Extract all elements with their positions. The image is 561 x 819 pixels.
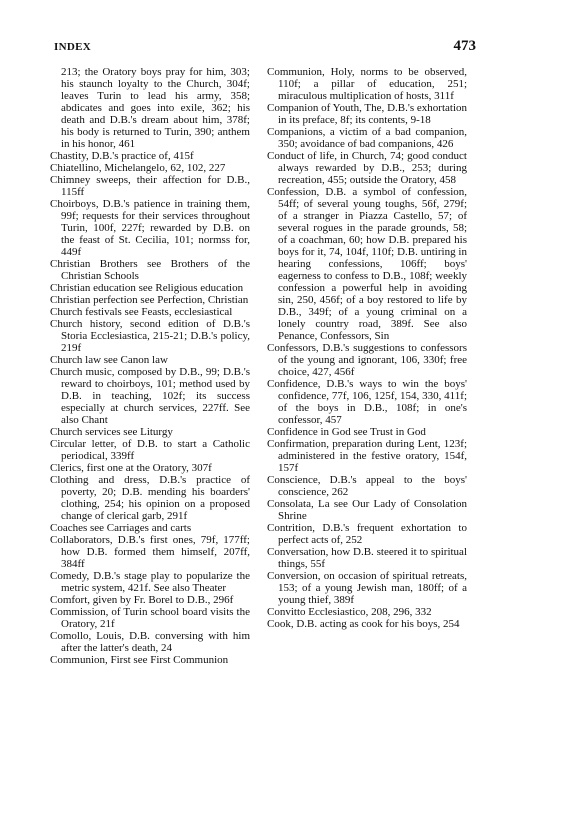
index-entry: Confessors, D.B.'s suggestions to confessors of the young and ignorant, 106, 330f; free choice, 427, 456f <box>267 342 467 378</box>
index-entry: Cook, D.B. acting as cook for his boys, 254 <box>267 618 460 630</box>
index-entry: Confidence in God see Trust in God <box>267 426 426 438</box>
index-entry: Conduct of life, in Church, 74; good conduct always rewarded by D.B., 253; during recreation, 455; outside the Oratory, 458 <box>267 150 467 186</box>
index-entry: Conversion, on occasion of spiritual retreats, 153; of a young Jewish man, 180ff; of a young thief, 389f <box>267 570 467 606</box>
index-entry: Chimney sweeps, their affection for D.B., 115ff <box>50 174 250 198</box>
section-title: INDEX <box>54 41 91 53</box>
index-entry: Christian education see Religious education <box>50 282 244 294</box>
index-entry: Communion, Holy, norms to be observed, 110f; a pillar of education, 251; miraculous multiplication of hosts, 311f <box>267 66 467 102</box>
page-number: 473 <box>453 38 476 54</box>
index-entry: Christian Brothers see Brothers of the Christian Schools <box>50 258 250 282</box>
index-entry: Clothing and dress, D.B.'s practice of poverty, 20; D.B. mending his boarders' clothing, 254; his opinion on a proposed change of clerical garb, 291f <box>50 474 250 522</box>
index-entry: Communion, First see First Communion <box>50 654 229 666</box>
left-column <box>50 66 250 666</box>
index-entry: Collaborators, D.B.'s first ones, 79f, 177ff; how D.B. formed them himself, 207ff, 384ff <box>50 534 250 570</box>
index-entry: Conscience, D.B.'s appeal to the boys' conscience, 262 <box>267 474 467 498</box>
index-entry: Comedy, D.B.'s stage play to popularize the metric system, 421f. See also Theater <box>50 570 250 594</box>
index-entry: Comollo, Louis, D.B. conversing with him after the latter's death, 24 <box>50 630 250 654</box>
index-entry: Contrition, D.B.'s frequent exhortation to perfect acts of, 252 <box>267 522 467 546</box>
index-entry: Consolata, La see Our Lady of Consolation Shrine <box>267 498 467 522</box>
index-entry: Church festivals see Feasts, ecclesiastical <box>50 306 233 318</box>
index-entry: Church law see Canon law <box>50 354 168 366</box>
index-entry: Clerics, first one at the Oratory, 307f <box>50 462 212 474</box>
index-entry: Christian perfection see Perfection, Christian <box>50 294 249 306</box>
index-entry: Convitto Ecclesiastico, 208, 296, 332 <box>267 606 432 618</box>
index-entry: Companions, a victim of a bad companion, 350; avoidance of bad companions, 426 <box>267 126 467 150</box>
index-entry: Conversation, how D.B. steered it to spiritual things, 55f <box>267 546 467 570</box>
index-entry: Circular letter, of D.B. to start a Catholic periodical, 339ff <box>50 438 250 462</box>
index-entry: Church history, second edition of D.B.'s Storia Ecclesiastica, 215-21; D.B.'s policy, 219f <box>50 318 250 354</box>
page-header <box>54 40 476 58</box>
index-entry: Chastity, D.B.'s practice of, 415f <box>50 150 194 162</box>
index-entry: Church music, composed by D.B., 99; D.B.'s reward to choirboys, 101; method used by D.B. in teaching, 102f; its success especially at church services, 227ff. See also Chant <box>50 366 250 426</box>
index-entry: Confidence, D.B.'s ways to win the boys' confidence, 77f, 106, 125f, 154, 330, 411f; of the boys in D.B., 108f; in one's confessor, 457 <box>267 378 467 426</box>
index-entry: Commission, of Turin school board visits the Oratory, 21f <box>50 606 250 630</box>
index-entry: Comfort, given by Fr. Borel to D.B., 296f <box>50 594 234 606</box>
right-column <box>267 66 467 630</box>
index-entry: Companion of Youth, The, D.B.'s exhortation in its preface, 8f; its contents, 9-18 <box>267 102 467 126</box>
index-entry: Church services see Liturgy <box>50 426 173 438</box>
index-entry: Confirmation, preparation during Lent, 123f; administered in the festive oratory, 154f, 157f <box>267 438 467 474</box>
index-entry: Coaches see Carriages and carts <box>50 522 192 534</box>
index-entry: 213; the Oratory boys pray for him, 303; his staunch loyalty to the Church, 304f; leaves Turin to lead his army, 358; abdicates and goes into exile, 362; his death and D.B.'s dream about him, 378f; his body is returned to Turin, 390; anthem in his honor, 461 <box>61 66 250 150</box>
index-entry: Choirboys, D.B.'s patience in training them, 99f; requests for their services throughout Turin, 100f, 227f; rewarded by D.B. on the feast of St. Cecilia, 101; normss for, 449f <box>50 198 250 258</box>
index-entry: Chiatellino, Michelangelo, 62, 102, 227 <box>50 162 226 174</box>
index-entry: Confession, D.B. a symbol of confession, 54ff; of several young toughs, 56f, 279f; of a stranger in Piazza Castello, 57; of several rogues in the parade grounds, 58; of a coachman, 60; how D.B. prepared his boys for it, 74, 104f, 110f; D.B. untiring in hearing confessions, 106ff; boys' eagerness to confess to D.B., 108f; weekly confession a powerful help in avoiding sin, 250, 456f; of a boy restored to life by D.B., 349f; of a young criminal on a lonely country road, 389f. See also Penance, Confessors, Sin <box>267 186 467 342</box>
